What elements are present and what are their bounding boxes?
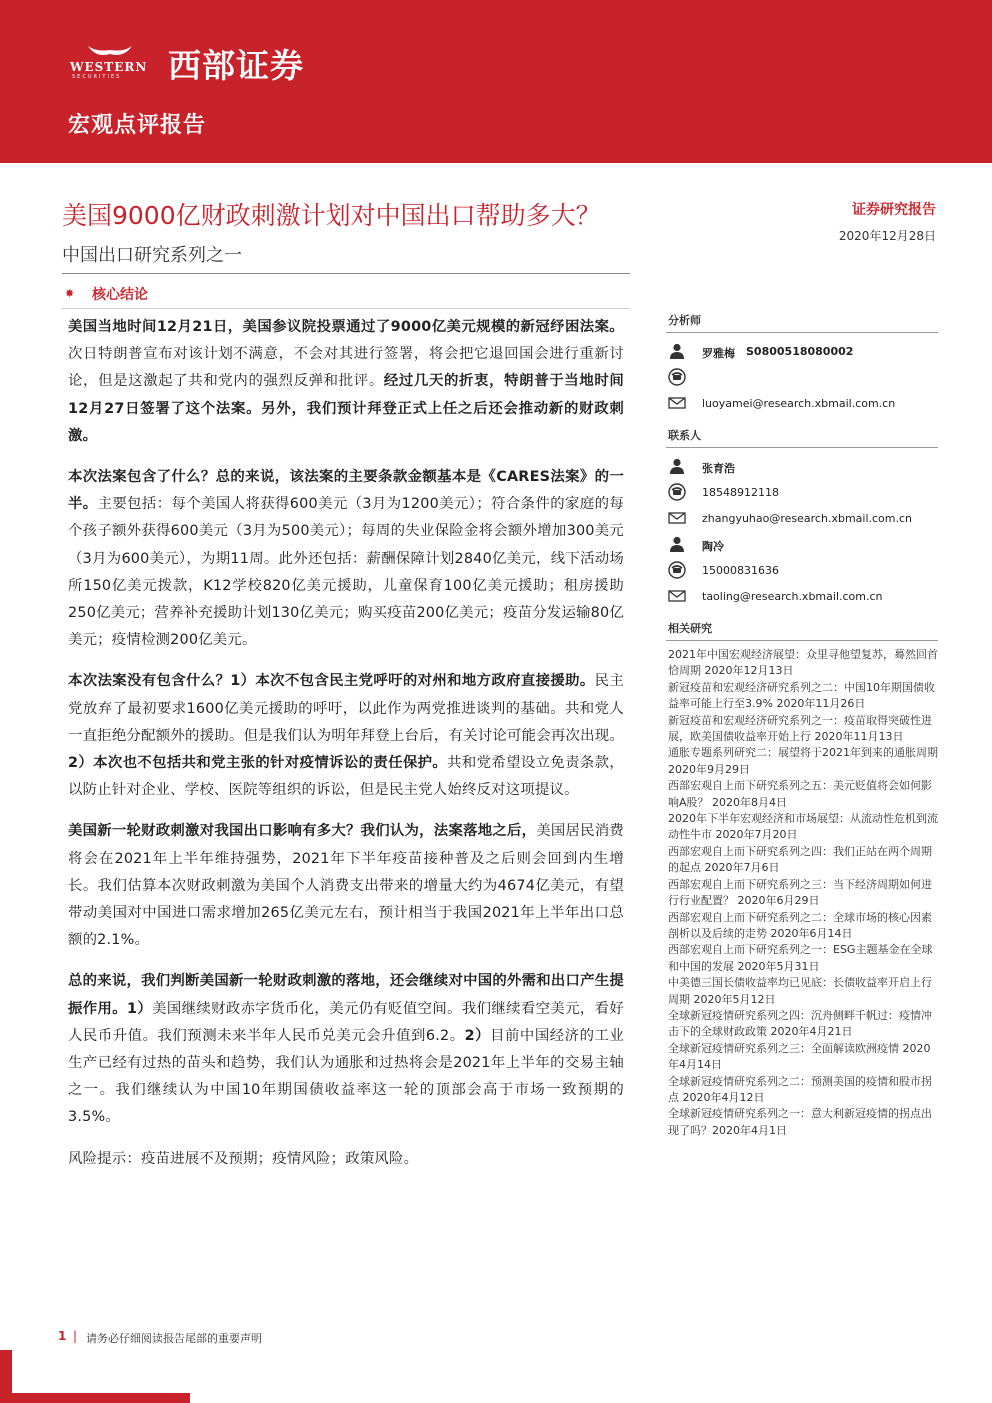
contact-name-row [666,532,938,558]
related-item[interactable]: 中美德三国长债收益率均已见底：长债收益率开启上行周期 2020年5月12日 [668,976,932,1006]
related-item[interactable]: 2020年下半年宏观经济和市场展望：从流动性危机到流动性牛市 2020年7月20日 [668,812,938,842]
contact-phone: 15000831636 [702,564,779,577]
contact-phone-row [666,558,938,584]
person-icon [668,535,686,553]
contact-name-row [666,454,938,480]
paragraph-lead: 美国当地时间12月21日，美国参议院投票通过了9000亿美元规模的新冠纾困法案。 [68,319,624,335]
person-icon [668,342,686,360]
paragraph-lead-2: 2） [464,1027,491,1044]
related-item[interactable]: 新冠疫苗和宏观经济研究系列之一：疫苗取得突破性进展，欧美国债收益率开始上行 2020年11月13日 [668,713,932,744]
mail-icon [668,394,686,412]
paragraph-lead: 本次法案包含了什么？总的来说，该法案的主要条款金额基本是《CARES法案》的一半。 [68,469,624,513]
footer-disclaimer: 请务必仔细阅读报告尾部的重要声明 [86,1332,262,1345]
paragraph-lead: 本次法案没有包含什么？1）本次不包含民主党呼吁的对州和地方政府直接援助。 [68,673,595,690]
footer-separator: | [73,1329,78,1343]
section-label: 核心结论 [92,287,148,303]
contact-email[interactable]: zhangyuhao@research.xbmail.com.cn [702,512,913,525]
section-header [62,282,630,309]
paragraph [68,314,624,450]
paragraph-lead: 总的来说，我们判断美国新一轮财政刺激的落地，还会继续对中国的外需和出口产生提振作用。1） [68,973,624,1017]
mail-icon [668,509,686,527]
spacer [666,610,938,618]
paragraph [68,968,624,1131]
analyst-license: S0800518080002 [746,345,854,358]
paragraph [68,668,624,804]
related-item[interactable]: 全球新冠疫情研究系列之一：意大利新冠疫情的拐点出现了吗？2020年4月1日 [668,1107,932,1137]
analyst-name-row [666,339,938,365]
related-item[interactable]: 全球新冠疫情研究系列之四：沉舟侧畔千帆过：疫情冲击下的全球财政政策 2020年4月21日 [668,1008,932,1039]
contact-email-row [666,584,938,610]
related-item[interactable]: 新冠疫苗和宏观经济研究系列之二：中国10年期国债收益率可能上行至3.9% 2020年11月26日 [668,680,935,711]
contact-name: 陶冷 [702,540,724,553]
contact-phone: 18548912118 [702,486,779,499]
contact-email-row [666,506,938,532]
analyst-phone-row [666,365,938,391]
corner-accent-horizontal [0,1393,190,1403]
related-item[interactable]: 西部宏观自上而下研究系列之四：我们正站在两个周期的起点 2020年7月6日 [668,844,932,875]
related-item[interactable]: 通胀专题系列研究二：展望将于2021年到来的通胀周期 2020年9月29日 [668,746,938,776]
related-item[interactable]: 西部宏观自上而下研究系列之三：当下经济周期如何进行行业配置？ 2020年6月29日 [668,877,932,908]
contacts-heading: 联系人 [666,425,938,448]
risk-notice [68,1146,624,1173]
related-item[interactable]: 全球新冠疫情研究系列之三：全面解读欧洲疫情 2020年4月14日 [668,1041,931,1072]
paragraph-text-2: 共和党希望设立免责条款，以防止针对企业、学校、医院等组织的诉讼，但是民主党人始终反对这项提议。 [68,755,625,799]
contact-email[interactable]: taoling@research.xbmail.com.cn [702,590,883,603]
related-item[interactable]: 西部宏观自上而下研究系列之五：美元贬值将会如何影响A股？ 2020年8月4日 [668,779,932,809]
paragraph-lead-2: 2）本次也不包括共和党主张的针对疫情诉讼的责任保护。 [68,755,448,772]
related-heading: 相关研究 [666,618,938,641]
page-number: 1 [58,1329,67,1343]
spacer [666,417,938,425]
paragraph-text: 美国继续财政赤字货币化，美元仍有贬值空间。我们继续看空美元，看好人民币升值。我们预测未来半年人民币兑美元会升值到6.2。 [68,1000,625,1044]
related-item[interactable]: 西部宏观自上而下研究系列之二：全球市场的核心因素剖析以及后续的走势 2020年6月14日 [668,910,932,940]
paragraph-text: 民主党放弃了最初要求1600亿美元援助的呼吁，以此作为两党推进谈判的基础。共和党人一直拒绝分配额外的援助。但是我们认为明年拜登上台后，有关讨论可能会再次出现。 [68,673,624,744]
phone-icon [668,483,686,501]
person-icon [668,457,686,475]
paragraph-text: 风险提示：疫苗进展不及预期；疫情风险；政策风险。 [68,1150,419,1167]
bull-horns-icon [86,44,134,58]
report-subtitle: 中国出口研究系列之一 [62,245,242,266]
sidebar [666,310,938,1139]
analyst-heading: 分析师 [666,310,938,333]
report-date: 2020年12月28日 [838,229,936,243]
analyst-email[interactable]: luoyamei@research.xbmail.com.cn [702,397,896,410]
related-item[interactable]: 2021年中国宏观经济展望：众里寻他望复苏，蓦然回首恰周期 2020年12月13日 [668,648,938,678]
paragraph [68,464,624,654]
paragraph-text-2: 目前中国经济的工业生产已经有过热的苗头和趋势，我们认为通胀和过热将会是2021年上半年的交易主轴之一。我们继续认为中国10年期国债收益率这一轮的顶部会高于市场一致预期的3.5%。 [68,1027,624,1126]
report-header-band [0,0,992,163]
paragraph-lead: 美国新一轮财政刺激对我国出口影响有多大？我们认为，法案落地之后， [68,823,537,840]
report-tag: 证券研究报告 [852,202,936,218]
paragraph-lead-2: 经过几天的折衷，特朗普于当地时间12月27日签署了这个法案。另外，我们预计拜登正式上任之后还会推动新的财政刺激。 [68,373,625,444]
phone-icon [668,368,686,386]
contact-phone-row [666,480,938,506]
paragraph [68,818,624,954]
analyst-name: 罗雅梅 [702,347,735,360]
related-item[interactable]: 全球新冠疫情研究系列之二：预测美国的疫情和股市拐点 2020年4月12日 [668,1074,932,1104]
paragraph-text: 主要包括：每个美国人将获得600美元（3月为1200美元）；符合条件的家庭的每个孩子额外获得600美元（3月为500美元）；每周的失业保险金将会额外增加300美元（3月为600美元），为期11周。此外还包括：薪酬保障计划2840亿美元，线下活动场所150亿美元拨款，K12学校820亿美元援助，儿童保育100亿美元援助；租房援助250亿美元；营养补充援助计划130亿美元；购买疫苗200亿美元；疫苗分发运输80亿美元；疫情检测200亿美元。 [68,496,624,649]
title-divider [62,273,630,274]
main-body [68,314,624,1187]
section-bullet-icon: ✸ [65,287,75,300]
paragraph-text: 美国居民消费将会在2021年上半年维持强势，2021年下半年疫苗接种普及之后则会回到内生增长。我们估算本次财政刺激为美国个人消费支出带来的增量大约为4674亿美元，有望带动美国对中国进口需求增加265亿美元左右，预计相当于我国2021年上半年出口总额的2.1%。 [68,823,625,949]
company-name: 西部证券 [168,46,304,85]
related-research-list [666,647,938,1139]
western-securities-logo [68,44,152,78]
paragraph-text: 次日特朗普宣布对该计划不满意，不会对其进行签署，将会把它退回国会进行重新讨论，但是这激起了共和党内的强烈反弹和批评。 [68,346,624,390]
mail-icon [668,587,686,605]
analyst-email-row [666,391,938,417]
report-title: 美国9000亿财政刺激计划对中国出口帮助多大？ [62,201,601,230]
logo-subword: SECURITIES [72,74,122,80]
report-type: 宏观点评报告 [68,113,207,138]
contact-name: 张育浩 [702,462,735,475]
logo-word: WESTERN [70,60,148,74]
related-item[interactable]: 西部宏观自上而下研究系列之一：ESG主题基金在全球和中国的发展 2020年5月31日 [668,943,933,973]
phone-icon [668,561,686,579]
